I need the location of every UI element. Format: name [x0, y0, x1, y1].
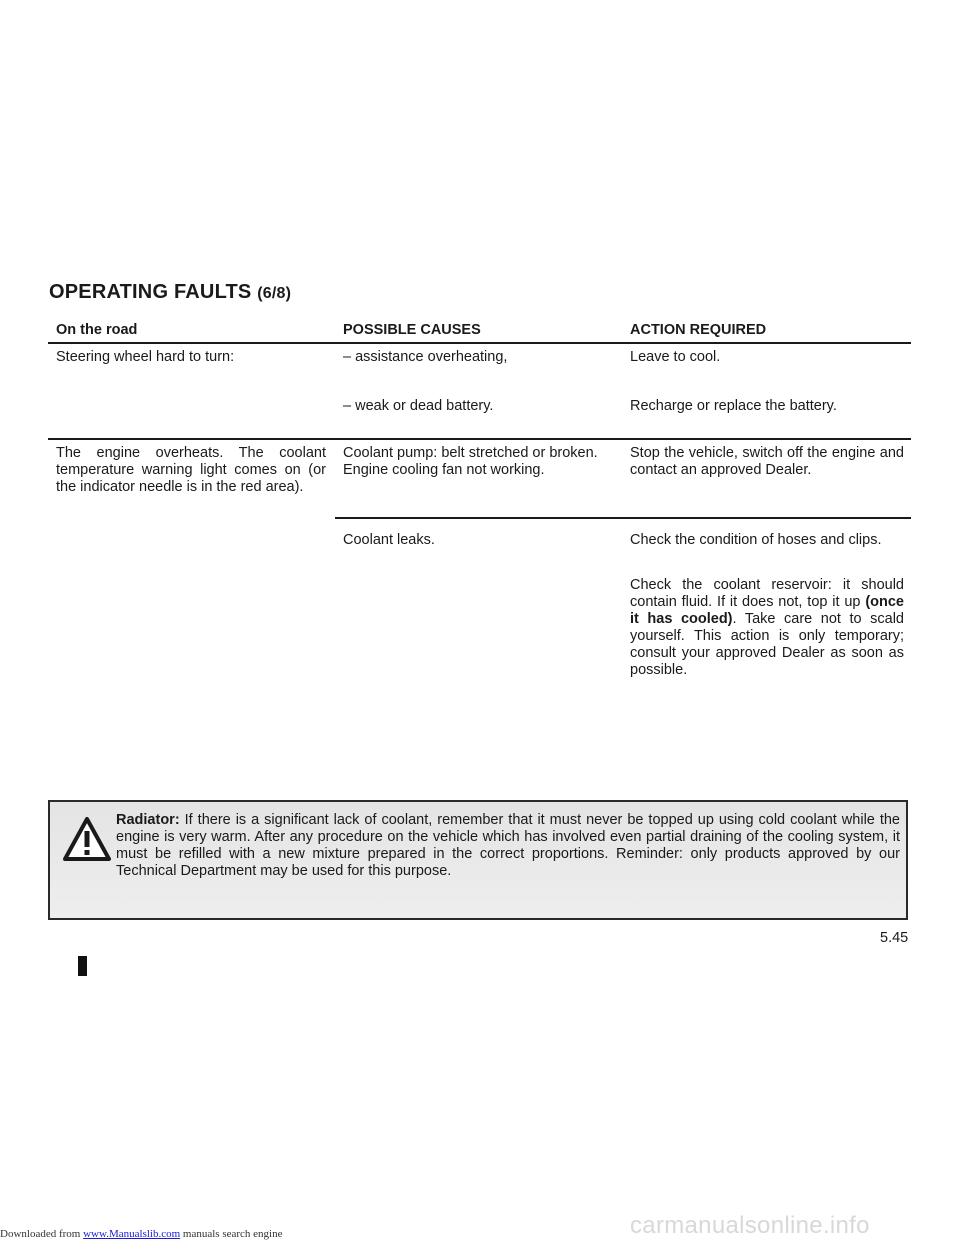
row2-action-1: Stop the vehicle, switch off the engine and contact an approved Dealer. [630, 445, 904, 478]
radiator-warning-box [48, 800, 908, 920]
row2-action-3 [630, 577, 904, 679]
footer-prefix: Downloaded from [0, 1228, 84, 1240]
row1-action-2: Recharge or replace the battery. [630, 398, 837, 414]
download-footer [0, 1228, 282, 1240]
watermark-text: carmanualsonline.info [630, 1212, 870, 1239]
footer-suffix: manuals search engine [180, 1228, 283, 1240]
row1-cause-1: – assistance overheating, [343, 349, 508, 365]
page-number: 5.45 [880, 930, 909, 946]
manualslib-link[interactable]: www.Manualslib.com [83, 1228, 181, 1240]
row2-cause-rule [335, 517, 911, 519]
row2-action-3-text-a: Check the coolant reservoir: it should contain fluid. If it does not, top it up [630, 577, 904, 610]
radiator-warning-text [116, 812, 900, 880]
column-header-on-the-road: On the road [56, 322, 138, 338]
row2-action-3-bold: (once it has cooled) [630, 594, 904, 627]
section-marker [78, 956, 87, 976]
radiator-warning-body: If there is a significant lack of coolant, remember that it must never be topped up using cold coolant while the engine is very warm. After any procedure on the vehicle which has involved even partial draining of the cooling system, it must be refilled with a new mixture prepared in the correct proportions. Reminder: only products approved by our Technical Department may be used for this purpose. [116, 812, 900, 879]
header-rule [48, 342, 911, 344]
column-header-action-required: ACTION REQUIRED [630, 322, 767, 338]
row1-situation: Steering wheel hard to turn: [56, 349, 235, 365]
column-header-possible-causes: POSSIBLE CAUSES [343, 322, 481, 338]
radiator-warning-label: Radiator: [116, 812, 180, 828]
row2-situation: The engine overheats. The coolant temperature warning light comes on (or the indicator needle is in the red area). [56, 445, 326, 495]
page-title [49, 281, 291, 304]
warning-triangle-icon [62, 816, 112, 862]
row2-cause-2: Coolant leaks. [343, 532, 435, 548]
row1-rule [48, 438, 911, 440]
row2-cause-1: Coolant pump: belt stretched or broken. Engine cooling fan not working. [343, 445, 598, 478]
row2-action-3-text-b: . Take care not to scald yourself. This action is only temporary; consult your approved Dealer as soon as possible. [630, 611, 904, 678]
row1-cause-2: – weak or dead battery. [343, 398, 494, 414]
row2-action-2: Check the condition of hoses and clips. [630, 532, 882, 548]
row1-action-1: Leave to cool. [630, 349, 721, 365]
page-title-text: OPERATING FAULTS [49, 281, 252, 303]
page-title-part: (6/8) [257, 285, 292, 302]
